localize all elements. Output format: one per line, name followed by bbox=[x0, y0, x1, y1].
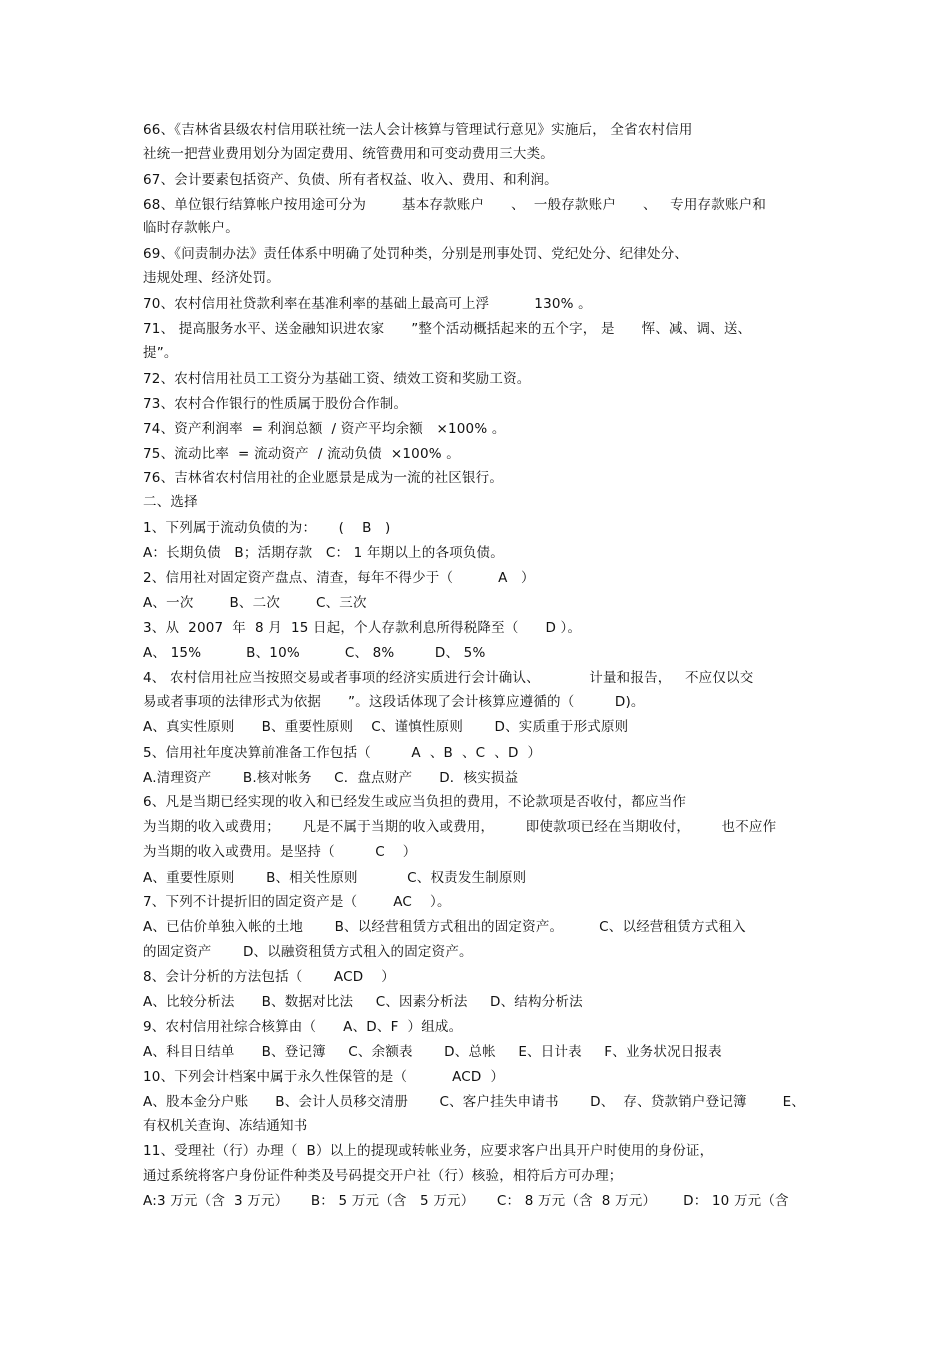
text-line: 社统一把营业费用划分为固定费用、统管费用和可变动费用三大类。 bbox=[143, 146, 554, 162]
question-line: 7、下列不计提折旧的固定资产是（ AC ）。 bbox=[143, 894, 451, 910]
option-line: A、科目日结单 B、登记簿 C、余额表 D、总帐 E、日计表 F、业务状况日报表 bbox=[143, 1044, 722, 1060]
text-line: 75、流动比率 = 流动资产 / 流动负债 ×100% 。 bbox=[143, 446, 460, 462]
question-line: 10、下列会计档案中属于永久性保管的是（ ACD ） bbox=[143, 1069, 505, 1085]
text-line: 临时存款帐户。 bbox=[143, 220, 239, 236]
text-line: 66、《吉林省县级农村信用联社统一法人会计核算与管理试行意见》实施后， 全省农村信用 bbox=[143, 122, 693, 138]
option-line: A、股本金分户账 B、会计人员移交清册 C、客户挂失申请书 D、 存、贷款销户登记簿 E、 bbox=[143, 1094, 806, 1110]
option-line: A、一次 B、二次 C、三次 bbox=[143, 595, 367, 611]
option-line: A、已估价单独入帐的土地 B、以经营租赁方式租出的固定资产。 C、以经营租赁方式租入 bbox=[143, 919, 746, 935]
option-line: A、真实性原则 B、重要性原则 C、谨慎性原则 D、实质重于形式原则 bbox=[143, 719, 629, 735]
text-line: 违规处理、经济处罚。 bbox=[143, 270, 280, 286]
question-line: 为当期的收入或费用； 凡是不属于当期的收入或费用， 即使款项已经在当期收付， 也不应作 bbox=[143, 819, 777, 835]
text-line: 73、农村合作银行的性质属于股份合作制。 bbox=[143, 396, 408, 412]
text-line: 70、农村信用社贷款利率在基准利率的基础上最高可上浮 130% 。 bbox=[143, 296, 592, 312]
option-line: A、比较分析法 B、数据对比法 C、因素分析法 D、结构分析法 bbox=[143, 994, 583, 1010]
option-line: 的固定资产 D、以融资租赁方式租入的固定资产。 bbox=[143, 944, 473, 960]
text-line: 69、《问责制办法》责任体系中明确了处罚种类，分别是刑事处罚、党纪处分、纪律处分、 bbox=[143, 246, 689, 262]
question-line: 1、下列属于流动负债的为： ( B ) bbox=[143, 520, 391, 536]
option-line: A：长期负债 B；活期存款 C： 1 年期以上的各项负债。 bbox=[143, 545, 504, 561]
text-line: 72、农村信用社员工工资分为基础工资、绩效工资和奖励工资。 bbox=[143, 371, 531, 387]
text-line: 74、资产利润率 = 利润总额 / 资产平均余额 ×100% 。 bbox=[143, 421, 506, 437]
text-line: 76、吉林省农村信用社的企业愿景是成为一流的社区银行。 bbox=[143, 470, 504, 486]
question-line: 8、会计分析的方法包括（ ACD ） bbox=[143, 969, 396, 985]
question-line: 4、 农村信用社应当按照交易或者事项的经济实质进行会计确认、 计量和报告， 不应仅以交 bbox=[143, 670, 754, 686]
text-line: 68、单位银行结算帐户按用途可分为 基本存款账户 、 一般存款账户 、 专用存款账户和 bbox=[143, 197, 767, 213]
question-line: 通过系统将客户身份证件种类及号码提交开户社（行）核验，相符后方可办理； bbox=[143, 1168, 623, 1184]
question-line: 易或者事项的法律形式为依据 ”。这段话体现了会计核算应遵循的（ D)。 bbox=[143, 694, 645, 710]
question-line: 11、受理社（行）办理（ B）以上的提现或转帐业务，应要求客户出具开户时使用的身份证， bbox=[143, 1143, 714, 1159]
question-line: 5、信用社年度决算前准备工作包括（ A 、B 、C 、D ） bbox=[143, 745, 542, 761]
text-line: 67、会计要素包括资产、负债、所有者权益、收入、费用、和利润。 bbox=[143, 172, 558, 188]
question-line: 6、凡是当期已经实现的收入和已经发生或应当负担的费用，不论款项是否收付，都应当作 bbox=[143, 794, 687, 810]
option-line: A、重要性原则 B、相关性原则 C、权责发生制原则 bbox=[143, 870, 527, 886]
question-line: 2、信用社对固定资产盘点、清查，每年不得少于（ A ） bbox=[143, 570, 535, 586]
option-line: A:3 万元（含 3 万元） B： 5 万元（含 5 万元） C： 8 万元（含 8 万元） D： 10 万元（含 bbox=[143, 1193, 789, 1209]
question-line: 为当期的收入或费用。是坚持（ C ） bbox=[143, 844, 417, 860]
question-line: 3、从 2007 年 8 月 15 日起，个人存款利息所得税降至（ D ）。 bbox=[143, 620, 582, 636]
section-heading: 二、选择 bbox=[143, 494, 198, 510]
option-line: A、 15% B、10% C、 8% D、 5% bbox=[143, 645, 486, 661]
question-line: 9、农村信用社综合核算由（ A、D、F ）组成。 bbox=[143, 1019, 463, 1035]
option-line: A.清理资产 B.核对帐务 C．盘点财产 D．核实损益 bbox=[143, 770, 519, 786]
text-line: 71、 提高服务水平、送金融知识进农家 ”整个活动概括起来的五个字， 是 恽、减、调、送、 bbox=[143, 321, 752, 337]
text-line: 提”。 bbox=[143, 345, 178, 361]
option-line: 有权机关查询、冻结通知书 bbox=[143, 1118, 308, 1134]
